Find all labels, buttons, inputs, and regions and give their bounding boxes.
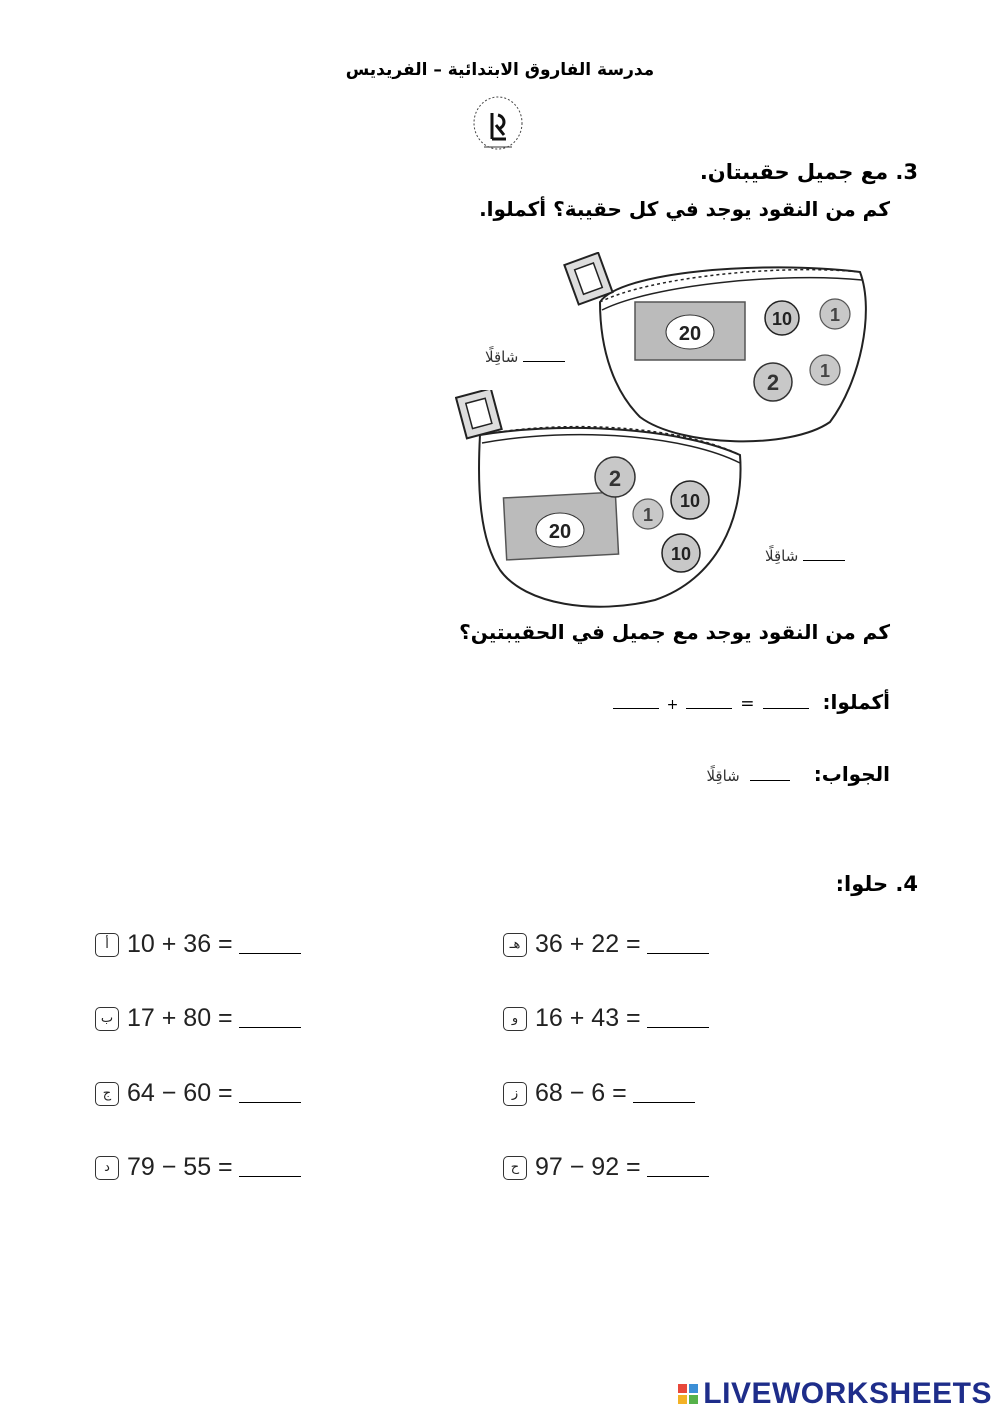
exercise-g	[503, 1079, 695, 1108]
exercise-letter: أ	[95, 933, 119, 957]
exercise-expression: 17 + 80 =	[127, 1004, 233, 1032]
exercise-answer-field[interactable]	[647, 1009, 709, 1028]
exercise-answer-field[interactable]	[239, 1158, 301, 1177]
exercise-answer-field[interactable]	[239, 1084, 301, 1103]
exercise-answer-field[interactable]	[647, 935, 709, 954]
answer-row	[706, 762, 890, 786]
bag-2-coin-2: 1	[642, 505, 654, 525]
brand-square	[689, 1384, 698, 1393]
exercise-expression: 68 − 6 =	[535, 1079, 627, 1107]
exercise-answer-field[interactable]	[633, 1084, 695, 1103]
final-answer-field[interactable]	[750, 780, 790, 781]
brand-square	[678, 1395, 687, 1404]
bag-2-answer[interactable]	[765, 547, 845, 565]
sum-answer-field[interactable]	[763, 708, 809, 709]
school-name: مدرسة الفاروق الابتدائية – الفريديس	[345, 60, 655, 80]
bag-1-banknote: 20	[678, 323, 702, 345]
exercise-f	[503, 1004, 709, 1033]
brand-text: LIVEWORKSHEETS	[703, 1377, 992, 1410]
equals-sign: =	[740, 694, 755, 714]
exercise-c	[95, 1079, 301, 1108]
exercise-expression: 64 − 60 =	[127, 1079, 233, 1107]
complete-row	[613, 690, 890, 714]
addend-1-field[interactable]	[613, 708, 659, 709]
exercise-letter: و	[503, 1007, 527, 1031]
plus-sign: +	[666, 697, 679, 713]
bag-2-banknote: 20	[548, 521, 572, 543]
exercise-expression: 10 + 36 =	[127, 930, 233, 958]
exercise-answer-field[interactable]	[239, 935, 301, 954]
bag-2	[455, 390, 765, 615]
answer-unit: شاقِلًا	[706, 767, 740, 785]
addend-2-field[interactable]	[686, 708, 732, 709]
answer-label: الجواب:	[813, 762, 890, 786]
section-4-title: 4. حلوا:	[835, 872, 918, 896]
bag-2-unit: شاقِلًا	[765, 547, 799, 565]
bag-2-coin-1: 2	[608, 466, 622, 491]
exercise-d	[95, 1153, 301, 1182]
exercise-answer-field[interactable]	[239, 1009, 301, 1028]
bag-1-coin-1: 10	[771, 309, 793, 329]
bag-1-coin-3: 2	[766, 370, 780, 395]
complete-label: أكملوا:	[822, 690, 890, 714]
exercise-expression: 16 + 43 =	[535, 1004, 641, 1032]
exercise-letter: ز	[503, 1082, 527, 1106]
bag-2-coin-3: 10	[679, 491, 701, 511]
exercise-expression: 97 − 92 =	[535, 1153, 641, 1181]
bag-1-coin-4: 1	[819, 361, 831, 381]
liveworksheets-brand[interactable]	[678, 1377, 992, 1411]
question-both-bags: كم من النقود يوجد مع جميل في الحقيبتين؟	[459, 620, 890, 644]
bag-1-coin-2: 1	[829, 305, 841, 325]
bag-1-answer[interactable]	[485, 348, 565, 366]
exercise-answer-field[interactable]	[647, 1158, 709, 1177]
school-logo	[470, 95, 526, 157]
exercise-a	[95, 930, 301, 959]
bag-2-coin-4: 10	[670, 544, 692, 564]
bag-1-unit: شاقِلًا	[485, 348, 519, 366]
exercise-h	[503, 1153, 709, 1182]
exercise-expression: 36 + 22 =	[535, 930, 641, 958]
section-3-title: 3. مع جميل حقيبتان.	[699, 160, 918, 184]
exercise-e	[503, 930, 709, 959]
exercise-b	[95, 1004, 301, 1033]
brand-square	[689, 1395, 698, 1404]
exercise-letter: د	[95, 1156, 119, 1180]
brand-logo-icon	[678, 1384, 698, 1404]
question-each-bag: كم من النقود يوجد في كل حقيبة؟ أكملوا.	[479, 197, 890, 221]
exercise-letter: ج	[95, 1082, 119, 1106]
exercise-letter: ب	[95, 1007, 119, 1031]
brand-square	[678, 1384, 687, 1393]
exercise-letter: ح	[503, 1156, 527, 1180]
exercise-expression: 79 − 55 =	[127, 1153, 233, 1181]
exercise-letter: هـ	[503, 933, 527, 957]
